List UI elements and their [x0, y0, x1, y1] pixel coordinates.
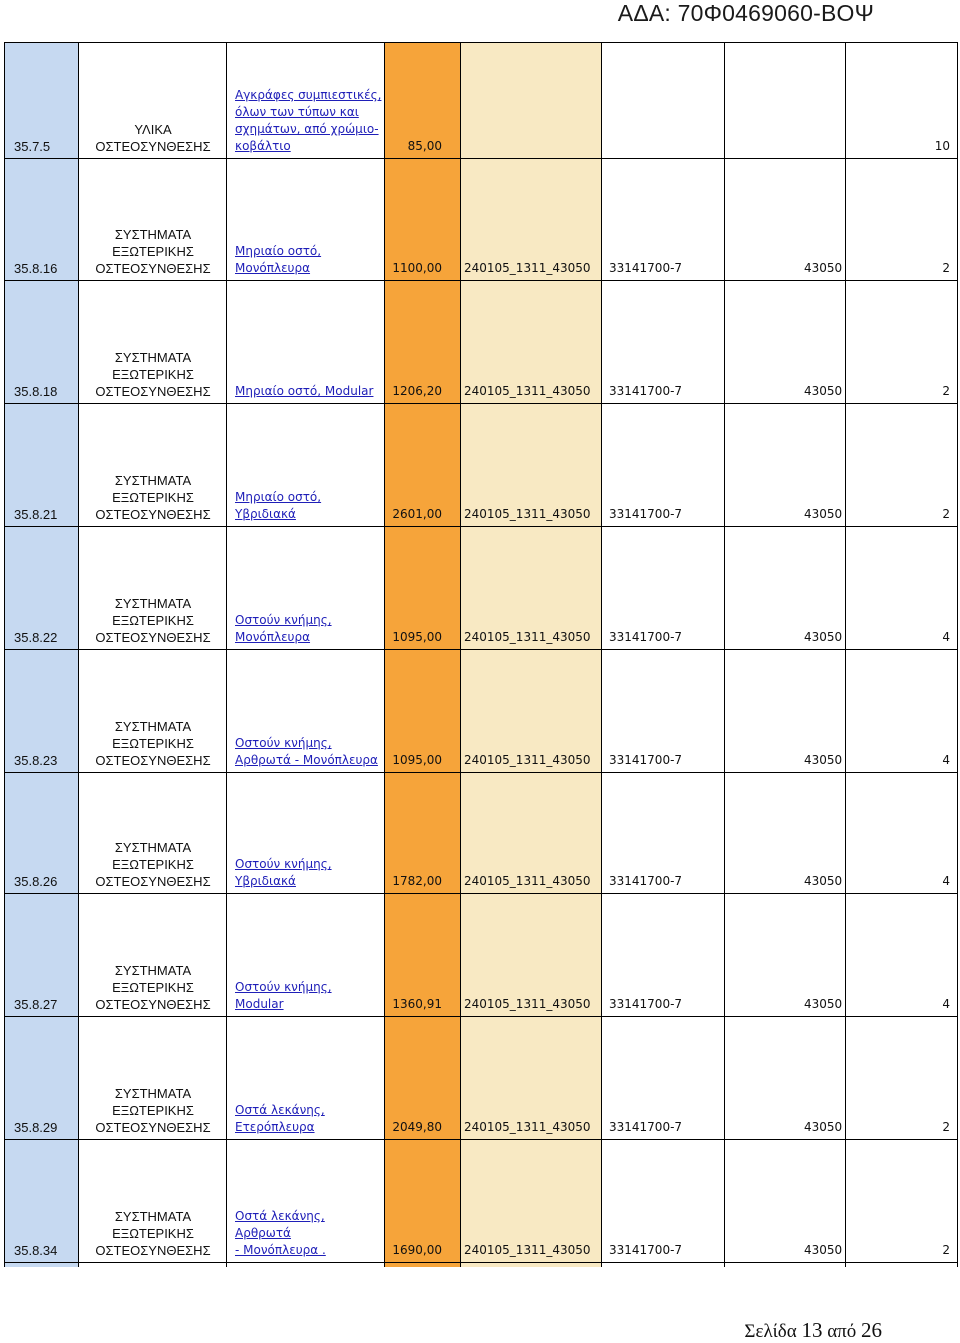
item-code: 35.8.26 — [14, 874, 58, 889]
item-code: 35.8.22 — [14, 630, 58, 645]
item-reference: 240105_1311_43050 — [464, 753, 591, 767]
item-cpv: 33141700-7 — [609, 1243, 683, 1257]
category-line: ΥΛΙΚΑ — [134, 122, 172, 137]
item-category — [80, 962, 226, 1013]
footer-prefix: Σελίδα — [744, 1321, 797, 1342]
item-quantity: 4 — [942, 630, 950, 644]
item-category — [80, 349, 226, 400]
category-line: ΕΞΩΤΕΡΙΚΗΣ — [112, 613, 194, 628]
table-row — [4, 773, 958, 893]
category-line: ΟΣΤΕΟΣΥΝΘΕΣΗΣ — [95, 1243, 211, 1258]
description-line: Οστά λεκάνης, Αρθρωτά — [235, 1209, 325, 1240]
category-line: ΟΣΤΕΟΣΥΝΘΕΣΗΣ — [95, 1120, 211, 1135]
category-line: ΕΞΩΤΕΡΙΚΗΣ — [112, 244, 194, 259]
description-line: Μηριαίο οστό, — [235, 490, 322, 504]
description-line: - Μονόπλευρα . — [235, 1243, 326, 1257]
item-kae: 43050 — [804, 630, 843, 644]
item-price: 1095,00 — [392, 630, 442, 644]
item-code: 35.8.23 — [14, 753, 58, 768]
category-line: ΣΥΣΤΗΜΑΤΑ — [114, 1086, 192, 1101]
table-row — [4, 404, 958, 526]
description-line: Μονόπλευρα — [235, 630, 311, 644]
item-kae: 43050 — [804, 261, 843, 275]
description-line: Αγκράφες συμπιεστικές, — [235, 88, 382, 102]
category-line: ΕΞΩΤΕΡΙΚΗΣ — [112, 490, 194, 505]
description-line: όλων των τύπων και — [235, 105, 359, 119]
item-cpv: 33141700-7 — [609, 753, 683, 767]
category-line: ΕΞΩΤΕΡΙΚΗΣ — [112, 1103, 194, 1118]
category-line: ΟΣΤΕΟΣΥΝΘΕΣΗΣ — [95, 384, 211, 399]
description-line: Μηριαίο οστό, — [235, 244, 322, 258]
category-line: ΕΞΩΤΕΡΙΚΗΣ — [112, 980, 194, 995]
category-line: ΟΣΤΕΟΣΥΝΘΕΣΗΣ — [95, 874, 211, 889]
item-description-link[interactable] — [235, 979, 383, 1013]
category-line: ΟΣΤΕΟΣΥΝΘΕΣΗΣ — [95, 630, 211, 645]
category-line: ΣΥΣΤΗΜΑΤΑ — [114, 963, 192, 978]
category-line: ΣΥΣΤΗΜΑΤΑ — [114, 596, 192, 611]
table-row — [4, 1017, 958, 1139]
table-row — [4, 894, 958, 1016]
item-reference: 240105_1311_43050 — [464, 384, 591, 398]
item-description-link[interactable] — [235, 1102, 383, 1136]
item-code: 35.7.5 — [14, 139, 51, 154]
item-quantity: 2 — [942, 1120, 950, 1134]
item-description-link[interactable] — [235, 87, 383, 155]
item-code: 35.8.34 — [14, 1243, 58, 1258]
item-reference: 240105_1311_43050 — [464, 507, 591, 521]
item-description-link[interactable] — [235, 1208, 383, 1259]
description-line: Οστούν κνήμης, — [235, 857, 332, 871]
description-line: Υβριδιακά — [235, 874, 296, 888]
page-footer — [744, 1318, 882, 1343]
item-quantity: 10 — [934, 139, 950, 153]
item-code: 35.8.18 — [14, 384, 58, 399]
description-line: Οστά λεκάνης, — [235, 1103, 325, 1117]
item-price: 2601,00 — [392, 507, 442, 521]
item-price: 1100,00 — [392, 261, 442, 275]
ada-code: ΑΔΑ: 70Φ0469060-ΒΟΨ — [617, 0, 874, 26]
item-category — [80, 121, 226, 155]
description-line: Μηριαίο οστό, Modular — [235, 384, 374, 398]
item-category — [80, 1208, 226, 1259]
item-kae: 43050 — [804, 874, 843, 888]
table-row — [4, 527, 958, 649]
item-quantity: 4 — [942, 874, 950, 888]
item-kae: 43050 — [804, 1243, 843, 1257]
category-line: ΣΥΣΤΗΜΑΤΑ — [114, 350, 192, 365]
category-line: ΣΥΣΤΗΜΑΤΑ — [114, 473, 192, 488]
item-reference: 240105_1311_43050 — [464, 874, 591, 888]
category-line: ΕΞΩΤΕΡΙΚΗΣ — [112, 367, 194, 382]
description-line: Οστούν κνήμης, — [235, 980, 332, 994]
table-row — [4, 1140, 958, 1262]
item-category — [80, 718, 226, 769]
footer-mid: από — [827, 1321, 857, 1342]
description-line: κοβάλτιο — [235, 139, 291, 153]
item-price: 1360,91 — [392, 997, 442, 1011]
price-table — [4, 42, 958, 1267]
item-category — [80, 472, 226, 523]
item-cpv: 33141700-7 — [609, 507, 683, 521]
item-kae: 43050 — [804, 507, 843, 521]
item-description-link[interactable] — [235, 383, 383, 400]
description-line: Μονόπλευρα — [235, 261, 311, 275]
category-line: ΟΣΤΕΟΣΥΝΘΕΣΗΣ — [95, 507, 211, 522]
item-code: 35.8.29 — [14, 1120, 58, 1135]
category-line: ΟΣΤΕΟΣΥΝΘΕΣΗΣ — [95, 261, 211, 276]
item-description-link[interactable] — [235, 489, 383, 523]
item-price: 1095,00 — [392, 753, 442, 767]
item-kae: 43050 — [804, 384, 843, 398]
category-line: ΟΣΤΕΟΣΥΝΘΕΣΗΣ — [95, 139, 211, 154]
item-description-link[interactable] — [235, 243, 383, 277]
category-line: ΟΣΤΕΟΣΥΝΘΕΣΗΣ — [95, 997, 211, 1012]
item-quantity: 2 — [942, 507, 950, 521]
description-line: Υβριδιακά — [235, 507, 296, 521]
item-price: 2049,80 — [392, 1120, 442, 1134]
item-price: 1690,00 — [392, 1243, 442, 1257]
item-code: 35.8.21 — [14, 507, 58, 522]
item-reference: 240105_1311_43050 — [464, 1243, 591, 1257]
description-line: Modular — [235, 997, 284, 1011]
description-line: Ετερόπλευρα — [235, 1120, 315, 1134]
item-kae: 43050 — [804, 1120, 843, 1134]
description-line: Αρθρωτά - Μονόπλευρα — [235, 753, 378, 767]
item-reference: 240105_1311_43050 — [464, 630, 591, 644]
item-category — [80, 839, 226, 890]
item-quantity: 4 — [942, 753, 950, 767]
table-row — [4, 281, 958, 403]
item-description-link[interactable] — [235, 856, 383, 890]
category-line: ΕΞΩΤΕΡΙΚΗΣ — [112, 736, 194, 751]
item-category — [80, 595, 226, 646]
item-quantity: 2 — [942, 1243, 950, 1257]
category-line: ΕΞΩΤΕΡΙΚΗΣ — [112, 1226, 194, 1241]
category-line: ΣΥΣΤΗΜΑΤΑ — [114, 1209, 192, 1224]
item-price: 85,00 — [407, 139, 442, 153]
item-kae: 43050 — [804, 753, 843, 767]
item-price: 1782,00 — [392, 874, 442, 888]
item-price: 1206,20 — [392, 384, 442, 398]
item-quantity: 4 — [942, 997, 950, 1011]
category-line: ΣΥΣΤΗΜΑΤΑ — [114, 840, 192, 855]
item-category — [80, 226, 226, 277]
item-cpv: 33141700-7 — [609, 997, 683, 1011]
item-cpv: 33141700-7 — [609, 874, 683, 888]
footer-total: 26 — [861, 1318, 882, 1342]
item-code: 35.8.27 — [14, 997, 58, 1012]
footer-page: 13 — [801, 1318, 823, 1342]
item-cpv: 33141700-7 — [609, 1120, 683, 1134]
table-row — [4, 650, 958, 772]
item-category — [80, 1085, 226, 1136]
category-line: ΣΥΣΤΗΜΑΤΑ — [114, 227, 192, 242]
table-row — [4, 43, 958, 158]
item-reference: 240105_1311_43050 — [464, 997, 591, 1011]
item-cpv: 33141700-7 — [609, 630, 683, 644]
item-reference: 240105_1311_43050 — [464, 1120, 591, 1134]
item-description-link[interactable] — [235, 735, 383, 769]
description-line: σχημάτων, από χρώμιο- — [235, 122, 379, 136]
item-quantity: 2 — [942, 261, 950, 275]
item-cpv: 33141700-7 — [609, 261, 683, 275]
table-row — [4, 159, 958, 280]
category-line: ΟΣΤΕΟΣΥΝΘΕΣΗΣ — [95, 753, 211, 768]
item-cpv: 33141700-7 — [609, 384, 683, 398]
item-reference: 240105_1311_43050 — [464, 261, 591, 275]
item-kae: 43050 — [804, 997, 843, 1011]
description-line: Οστούν κνήμης, — [235, 613, 332, 627]
category-line: ΣΥΣΤΗΜΑΤΑ — [114, 719, 192, 734]
item-quantity: 2 — [942, 384, 950, 398]
category-line: ΕΞΩΤΕΡΙΚΗΣ — [112, 857, 194, 872]
item-code: 35.8.16 — [14, 261, 58, 276]
item-description-link[interactable] — [235, 612, 383, 646]
description-line: Οστούν κνήμης, — [235, 736, 332, 750]
